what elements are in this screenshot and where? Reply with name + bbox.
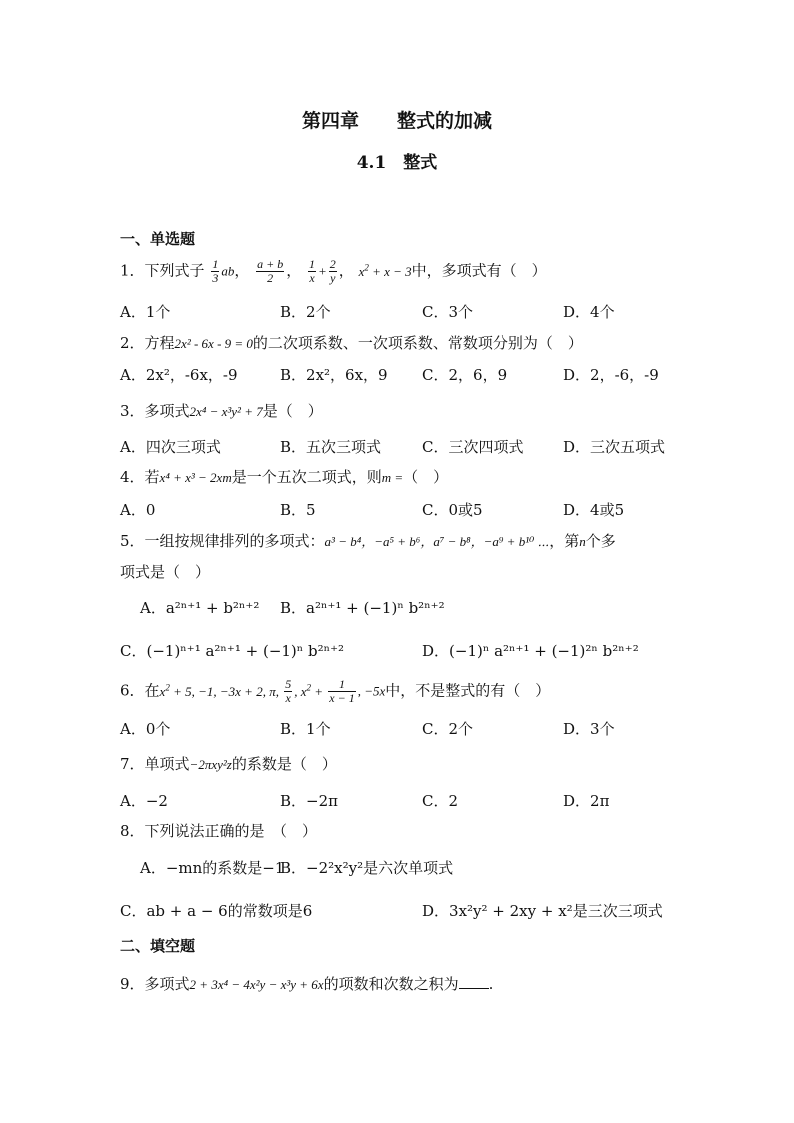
- question-7-suffix: 的系数是（ ）: [231, 755, 337, 773]
- question-2: [120, 332, 583, 353]
- q7-option-b[interactable]: B．−2π: [280, 792, 338, 810]
- answer-blank[interactable]: [459, 974, 489, 989]
- chapter-title: 第四章 整式的加减: [301, 110, 492, 132]
- question-9-prefix: 9．多项式: [120, 975, 190, 993]
- question-9-polynomial: 2 + 3x⁴ − 4x²y − x³y + 6x: [189, 977, 324, 992]
- q5-option-b[interactable]: B．a²ⁿ⁺¹ + (−1)ⁿ b²ⁿ⁺²: [280, 599, 445, 617]
- q6-option-b[interactable]: B．1个: [280, 720, 331, 738]
- q1-option-a[interactable]: A．1个: [120, 303, 171, 321]
- q4-option-c[interactable]: C．0或5: [422, 501, 483, 519]
- q4-option-b[interactable]: B．5: [280, 501, 316, 519]
- q8-option-d[interactable]: D．3x²y² + 2xy + x²是三次三项式: [422, 902, 663, 920]
- question-2-suffix: 的二次项系数、一次项系数、常数项分别为（ ）: [252, 334, 583, 352]
- q2-option-a[interactable]: A．2x²，-6x，-9: [120, 366, 238, 384]
- fraction-a-plus-b-over-2: $\frac{a + b}{2}$: [257, 257, 284, 285]
- q1-option-c[interactable]: C．3个: [422, 303, 474, 321]
- question-4-prefix: 4．若: [120, 468, 160, 486]
- question-1-suffix: 中，多项式有（ ）: [411, 261, 547, 280]
- question-5-variable: n: [579, 534, 586, 549]
- question-5-suffix: ，第: [549, 532, 580, 550]
- question-6-prefix: 6．在: [120, 681, 160, 700]
- q4-option-d[interactable]: D．4或5: [563, 501, 625, 519]
- fraction-1-over-x-minus-1: $\frac{1}{x - 1}$: [329, 677, 355, 705]
- fraction-1-over-x: $\frac{1}{x}$: [309, 257, 315, 285]
- q1-option-b[interactable]: B．2个: [280, 303, 331, 321]
- question-3: [120, 400, 323, 421]
- question-4: [120, 466, 448, 487]
- question-3-prefix: 3．多项式: [120, 402, 190, 420]
- question-5-suffix-2: 个多: [585, 532, 616, 550]
- q6-option-a[interactable]: A．0个: [120, 720, 171, 738]
- question-2-prefix: 2．方程: [120, 334, 175, 352]
- fraction-5-over-x: $\frac{5}{x}$: [285, 677, 292, 705]
- question-6-suffix: 中，不是整式的有（ ）: [385, 681, 551, 700]
- section-title: 4.1 整式: [356, 153, 438, 173]
- q8-option-b[interactable]: B．−2²x²y²是六次单项式: [280, 859, 454, 877]
- question-4-bracket: （ ）: [403, 468, 449, 486]
- question-5-line-2: 项式是（ ）: [120, 563, 211, 581]
- q7-option-a[interactable]: A．−2: [120, 792, 168, 810]
- q7-option-c[interactable]: C．2: [422, 792, 459, 810]
- question-1: 1．下列式子 $\frac{1}{3}$ ab， $\frac{a + b}{2}$ ， $\frac{1}{x}$ + $\frac{2}{y}$ ， $x^2 + x - 3$中，多项式有（ ）: [120, 257, 547, 285]
- fraction-one-third: $\frac{1}{3}$: [212, 257, 219, 285]
- q5-option-d[interactable]: D．(−1)ⁿ a²ⁿ⁺¹ + (−1)²ⁿ b²ⁿ⁺²: [422, 642, 639, 660]
- question-9: [120, 973, 493, 994]
- question-5-sequence: a³ − b⁴，−a⁵ + b⁶，a⁷ − b⁸，−a⁹ + b¹⁰ ⋯: [324, 534, 550, 549]
- q3-option-b[interactable]: B．五次三项式: [280, 438, 382, 456]
- q5-option-a[interactable]: A．a²ⁿ⁺¹ + b²ⁿ⁺²: [140, 599, 260, 617]
- section-heading-multiple-choice: 一、单选题: [120, 230, 196, 248]
- question-9-suffix: 的项数和次数之积为: [323, 975, 459, 993]
- question-7: [120, 753, 337, 774]
- q8-option-a[interactable]: A．−mn的系数是−1: [140, 859, 285, 877]
- question-9-period: .: [488, 975, 494, 993]
- question-4-expression: x⁴ + x³ − 2xm: [159, 470, 232, 485]
- question-8: 8．下列说法正确的是 （ ）: [120, 822, 318, 840]
- fraction-2-over-y: $\frac{2}{y}$: [329, 257, 336, 285]
- question-6: 6．在$x^2 + 5$, −1, −3x + 2, π, $\frac{5}{x}$ , $x^2$ + $\frac{1}{x - 1}$ , −5x中，不是整式的有（ ）: [120, 677, 551, 705]
- question-3-suffix: 是（ ）: [262, 402, 323, 420]
- q8-option-c[interactable]: C．ab + a − 6的常数项是6: [120, 902, 313, 920]
- q2-option-b[interactable]: B．2x²，6x，9: [280, 366, 388, 384]
- question-7-monomial: −2πxy²z: [189, 757, 232, 772]
- question-5-prefix: 5．一组按规律排列的多项式：: [120, 532, 325, 550]
- q5-option-c[interactable]: C．(−1)ⁿ⁺¹ a²ⁿ⁺¹ + (−1)ⁿ b²ⁿ⁺²: [120, 642, 345, 660]
- q7-option-d[interactable]: D．2π: [563, 792, 610, 810]
- q6-option-d[interactable]: D．3个: [563, 720, 615, 738]
- question-5: [120, 530, 616, 551]
- q1-option-d[interactable]: D．4个: [563, 303, 615, 321]
- section-heading-fill-in: 二、填空题: [120, 937, 196, 955]
- q3-option-c[interactable]: C．三次四项式: [422, 438, 524, 456]
- question-4-suffix: 是一个五次二项式，则: [231, 468, 382, 486]
- q4-option-a[interactable]: A．0: [120, 501, 156, 519]
- q2-option-c[interactable]: C．2，6，9: [422, 366, 508, 384]
- q2-option-d[interactable]: D．2，-6，-9: [563, 366, 659, 384]
- question-7-prefix: 7．单项式: [120, 755, 190, 773]
- q6-option-c[interactable]: C．2个: [422, 720, 474, 738]
- question-3-expression: 2x⁴ − x³y² + 7: [189, 404, 263, 419]
- question-1-prefix: 1．下列式子: [120, 261, 205, 280]
- q3-option-a[interactable]: A．四次三项式: [120, 438, 221, 456]
- question-4-variable: m =: [381, 470, 404, 485]
- question-2-equation: 2x² - 6x - 9 = 0: [174, 336, 253, 351]
- q3-option-d[interactable]: D．三次五项式: [563, 438, 666, 456]
